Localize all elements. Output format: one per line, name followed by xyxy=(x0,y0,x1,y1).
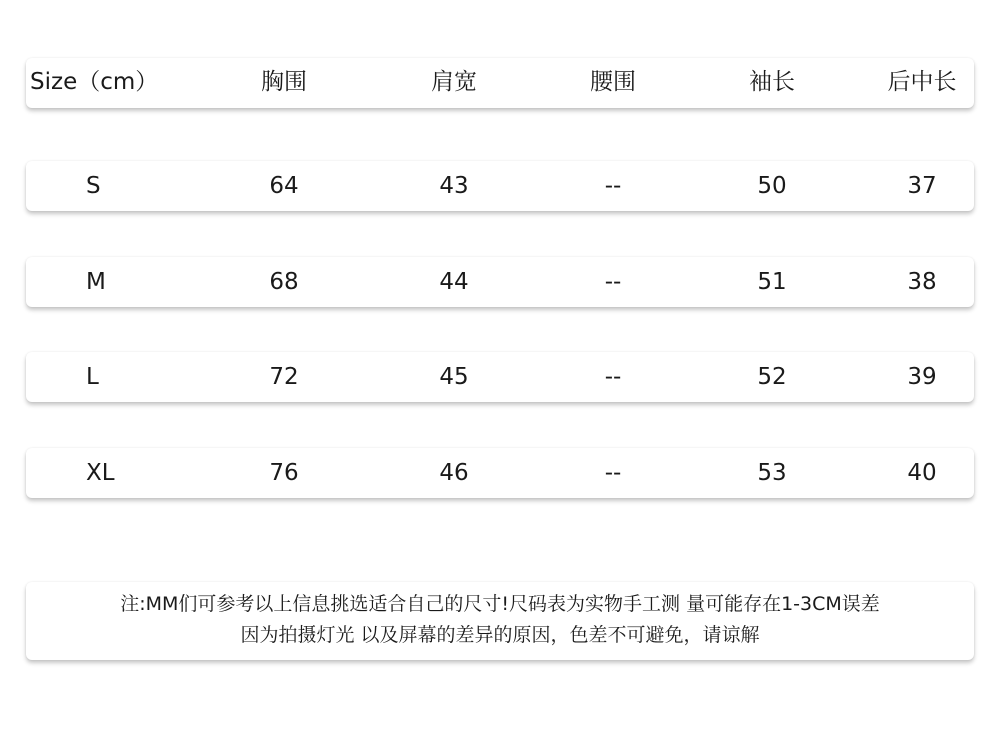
waist-cell: -- xyxy=(604,460,622,486)
size-cell: L xyxy=(86,364,99,390)
size-table-header xyxy=(26,58,974,108)
waist-cell: -- xyxy=(604,364,622,390)
waist-cell: -- xyxy=(604,269,622,295)
back-length-cell: 40 xyxy=(907,460,937,486)
sleeve-cell: 51 xyxy=(757,269,787,295)
shoulder-cell: 43 xyxy=(439,173,469,199)
shoulder-cell: 46 xyxy=(439,460,469,486)
table-row xyxy=(26,352,974,402)
chest-cell: 64 xyxy=(269,173,299,199)
sleeve-cell: 52 xyxy=(757,364,787,390)
sleeve-cell: 50 xyxy=(757,173,787,199)
back-length-cell: 38 xyxy=(907,269,937,295)
measurement-note xyxy=(26,582,974,660)
chest-cell: 72 xyxy=(269,364,299,390)
sleeve-cell: 53 xyxy=(757,460,787,486)
size-cell: M xyxy=(86,269,106,295)
size-cell: S xyxy=(86,173,101,199)
table-row xyxy=(26,257,974,307)
header-shoulder: 肩宽 xyxy=(431,69,477,95)
waist-cell: -- xyxy=(604,173,622,199)
shoulder-cell: 45 xyxy=(439,364,469,390)
note-line-1: 注:MM们可参考以上信息挑选适合自己的尺寸!尺码表为实物手工测 量可能存在1-3CM误差 xyxy=(120,593,880,615)
table-row xyxy=(26,161,974,211)
note-line-2: 因为拍摄灯光 以及屏幕的差异的原因，色差不可避免，请谅解 xyxy=(240,624,760,646)
header-size: Size（cm） xyxy=(30,69,159,95)
chest-cell: 68 xyxy=(269,269,299,295)
size-cell: XL xyxy=(86,460,115,486)
back-length-cell: 39 xyxy=(907,364,937,390)
header-sleeve: 袖长 xyxy=(749,69,795,95)
table-row xyxy=(26,448,974,498)
header-back-length: 后中长 xyxy=(887,69,957,95)
chest-cell: 76 xyxy=(269,460,299,486)
header-chest: 胸围 xyxy=(261,69,307,95)
shoulder-cell: 44 xyxy=(439,269,469,295)
header-waist: 腰围 xyxy=(590,69,636,95)
back-length-cell: 37 xyxy=(907,173,937,199)
